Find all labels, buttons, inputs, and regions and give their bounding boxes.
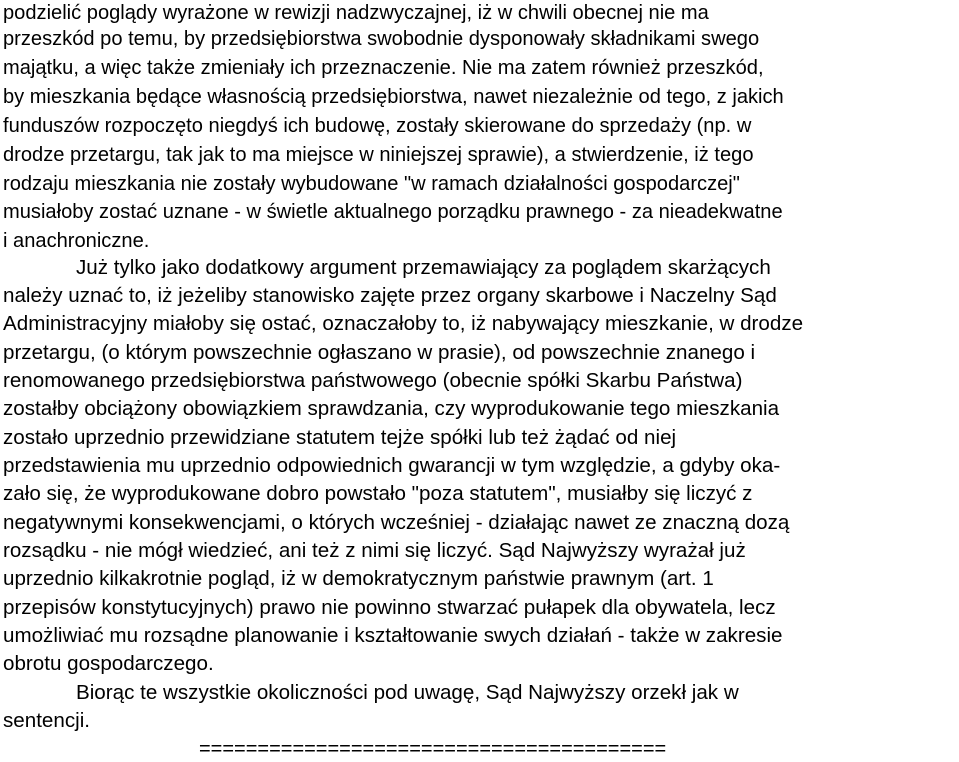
text-line: podzielić poglądy wyrażone w rewizji nadzwyczajnej, iż w chwili obecnej nie ma xyxy=(3,2,709,24)
text-line: Biorąc te wszystkie okoliczności pod uwagę, Sąd Najwyższy orzekł jak w xyxy=(76,681,739,704)
text-line: sentencji. xyxy=(3,709,91,732)
text-line: należy uznać to, iż jeżeliby stanowisko zajęte przez organy skarbowe i Naczelny Sąd xyxy=(3,284,777,307)
text-line: przetargu, (o którym powszechnie ogłaszano w prasie), od powszechnie znanego i xyxy=(3,341,756,364)
separator-line: ======================================== xyxy=(199,738,667,760)
text-line: i anachroniczne. xyxy=(3,230,150,252)
text-line: funduszów rozpoczęto niegdyś ich budowę, zostały skierowane do sprzedaży (np. w xyxy=(3,115,752,137)
text-line: obrotu gospodarczego. xyxy=(3,652,214,675)
text-line: uprzednio kilkakrotnie pogląd, iż w demokratycznym państwie prawnym (art. 1 xyxy=(3,567,714,590)
text-line: drodze przetargu, tak jak to ma miejsce w niniejszej sprawie), a stwierdzenie, iż tego xyxy=(3,144,754,166)
text-line: umożliwiać mu rozsądne planowanie i kształtowanie swych działań - także w zakresie xyxy=(3,624,783,647)
text-line: Administracyjny miałoby się ostać, oznaczałoby to, iż nabywający mieszkanie, w drodze xyxy=(3,312,804,335)
text-line: przeszkód po temu, by przedsiębiorstwa swobodnie dysponowały składnikami swego xyxy=(3,28,760,50)
text-line: by mieszkania będące własnością przedsiębiorstwa, nawet niezależnie od tego, z jakich xyxy=(3,86,784,108)
text-line: renomowanego przedsiębiorstwa państwowego (obecnie spółki Skarbu Państwa) xyxy=(3,369,743,392)
text-line: negatywnymi konsekwencjami, o których wcześniej - działając nawet ze znaczną dozą xyxy=(3,511,790,534)
text-line: majątku, a więc także zmieniały ich przeznaczenie. Nie ma zatem również przeszkód, xyxy=(3,57,764,79)
text-line: przedstawienia mu uprzednio odpowiednich gwarancji w tym względzie, a gdyby oka- xyxy=(3,454,781,477)
text-line: przepisów konstytucyjnych) prawo nie powinno stwarzać pułapek dla obywatela, lecz xyxy=(3,596,776,619)
text-line: zostałby obciążony obowiązkiem sprawdzania, czy wyprodukowanie tego mieszkania xyxy=(3,397,780,420)
text-line: zało się, że wyprodukowane dobro powstało "poza statutem", musiałby się liczyć z xyxy=(3,482,753,505)
text-line: musiałoby zostać uznane - w świetle aktualnego porządku prawnego - za nieadekwatne xyxy=(3,201,783,223)
text-line: Już tylko jako dodatkowy argument przemawiający za poglądem skarżących xyxy=(76,256,771,279)
text-line: zostało uprzednio przewidziane statutem tejże spółki lub też żądać od niej xyxy=(3,426,677,449)
text-line: rozsądku - nie mógł wiedzieć, ani też z nimi się liczyć. Sąd Najwyższy wyrażał już xyxy=(3,539,746,562)
text-line: rodzaju mieszkania nie zostały wybudowane "w ramach działalności gospodarczej" xyxy=(3,173,740,195)
